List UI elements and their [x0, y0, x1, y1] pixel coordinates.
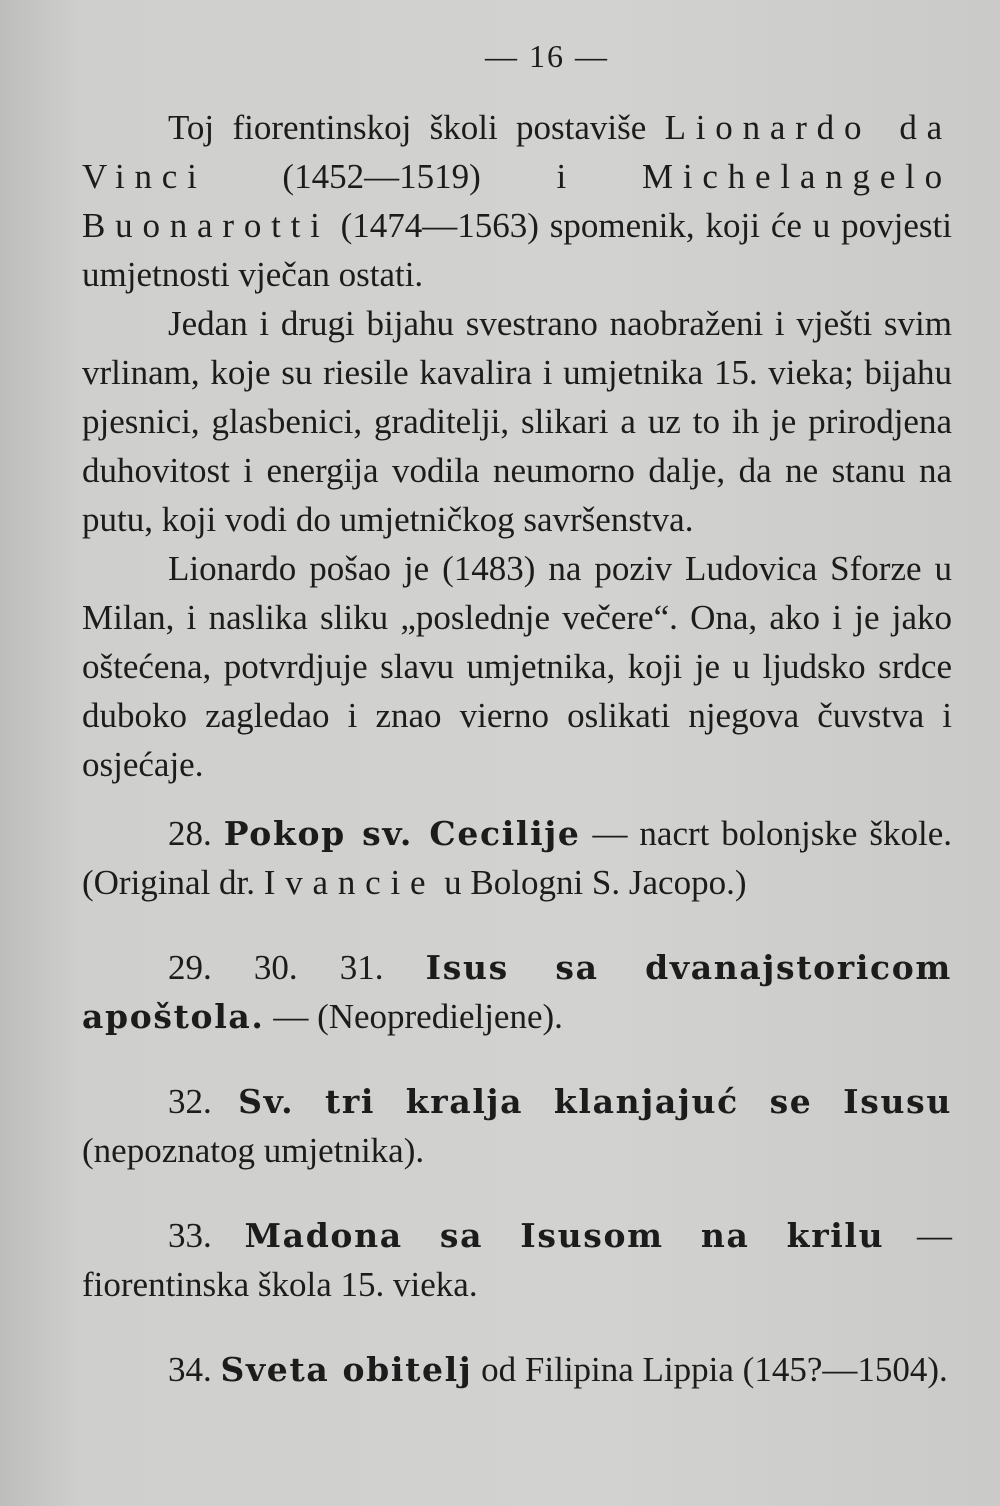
name-michelangelo: Michelangelo Buonarotti — [82, 157, 952, 245]
page-number: — 16 — — [485, 38, 609, 74]
paragraph-1: Toj fiorentinskoj školi postaviše Lionardo da Vinci (1452—1519) i Michelangelo Buonarotti (1474—1563) spomenik, koji će u povjesti umjetnosti vječan ostati. — [82, 108, 952, 294]
paragraph-2: Jedan i drugi bijahu svestrano naobraženi i vješti svim vrlinam, koje su riesile kavalira i umjetnika 15. vieka; bijahu pjesnici, glasbenici, graditelji, slikari a uz to ih je prirodjena duhovitost i energija vodila neumorno dalje, da ne stanu na putu, koji vodi do umjetničkog savršenstva. — [82, 304, 952, 539]
entry-32-title: Sv. tri kralja klanjajuć se Isusu — [238, 1082, 953, 1121]
entry-29-31: 29. 30. 31. Isus sa dvanajstoricom apoštola. — (Neopredieljene). — [82, 948, 952, 1036]
entry-34-title: Sveta obitelj — [220, 1350, 473, 1389]
paragraph-3: Lionardo pošao je (1483) na poziv Ludovica Sforze u Milan, i naslika sliku „poslednje večere“. Ona, ako i je jako oštećena, potvrdjuje slavu umjetnika, koji je u ljudsko srdce duboko zagledao i znao vierno oslikati njegova čuvstva i osjećaje. — [82, 549, 952, 784]
entry-29-title: Isus sa dvanajstoricom apoštola. — [82, 948, 952, 1036]
name-lionardo: Lionardo da Vinci — [82, 108, 952, 196]
entry-33-title: Madona sa Isusom na krilu — [244, 1216, 885, 1255]
entry-33: 33. Madona sa Isusom na krilu — fiorentinska škola 15. vieka. — [82, 1216, 952, 1304]
entry-32: 32. Sv. tri kralja klanjajuć se Isusu (nepoznatog umjetnika). — [82, 1082, 953, 1170]
entry-34: 34. Sveta obitelj od Filipina Lippia (145?—1504). — [168, 1350, 948, 1389]
entry-28: 28. Pokop sv. Cecilije — nacrt bolonjske škole. (Original dr. Ivancie u Bologni S. Jacopo.) — [82, 814, 952, 902]
entry-28-title: Pokop sv. Cecilije — [223, 814, 581, 853]
